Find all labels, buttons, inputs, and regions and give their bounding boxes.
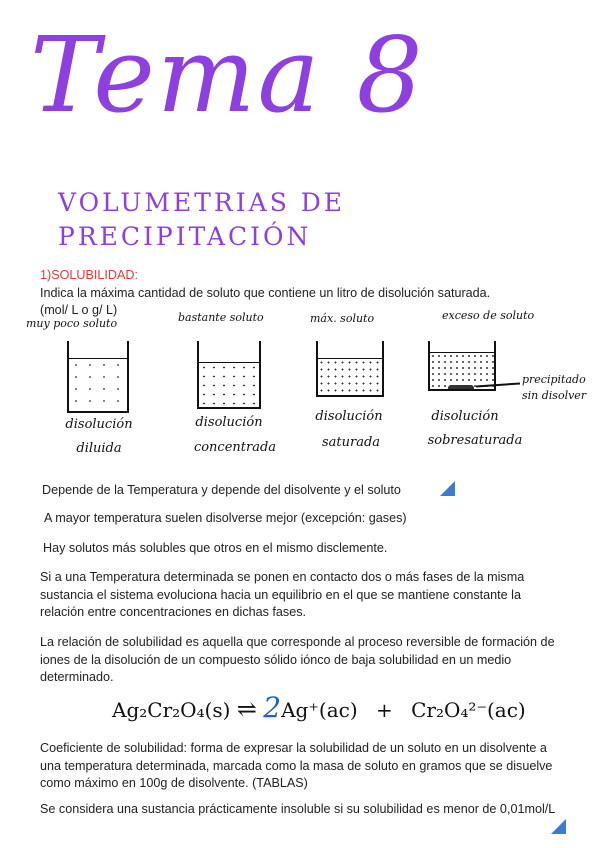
dissolution-equation [112, 688, 552, 728]
section-heading: 1)SOLUBILIDAD: [40, 268, 138, 282]
equation-plus: + [376, 698, 393, 722]
beaker-2-top-label: bastante soluto [178, 311, 264, 324]
note-solutes: Hay solutos más solubles que otros en el mismo disclemente. [43, 541, 388, 555]
beaker-2-label-1: disolución [195, 415, 263, 430]
page-corner-marker-bottom[interactable] [551, 819, 566, 834]
precipitate [448, 385, 474, 389]
note-relation: La relación de solubilidad es aquella que corresponde al proceso reversible de formación de iones de la disolución de un compuesto sólido iónco de baja solubilidad en un medio determinado. [40, 635, 555, 684]
beaker-3-top-label: máx. soluto [310, 312, 375, 325]
precipitate-label-1: precipitado [522, 373, 586, 386]
definition-line-2: (mol/ L o g/ L) [40, 303, 118, 317]
beaker-4-label-1: disolución [431, 409, 499, 424]
beaker-3-label-1: disolución [315, 409, 383, 424]
page-title: Tema 8 [30, 14, 425, 136]
liquid-supersaturated [430, 352, 494, 389]
note-temperature: Depende de la Temperatura y depende del disolvente y el soluto [42, 483, 401, 497]
liquid-diluted [69, 358, 127, 411]
note-insoluble: Se considera una sustancia prácticamente insoluble si su solubilidad es menor de 0,01mol/L [40, 802, 556, 816]
beaker-1-label-1: disolución [65, 417, 133, 432]
equation-coefficient: 2 [263, 691, 282, 724]
beaker-concentrated [197, 341, 261, 409]
equation-arrow: ⇌ [236, 695, 257, 723]
definition-line-1: Indica la máxima cantidad de soluto que contiene un litro de disolución saturada. [40, 286, 491, 300]
equation-product-1: Ag⁺(ac) [281, 698, 358, 722]
beaker-saturated [316, 341, 384, 397]
beaker-2-label-2: concentrada [193, 440, 277, 455]
page-subtitle: VOLUMETRIAS DE PRECIPITACIÓN [58, 188, 346, 251]
beaker-diluted [67, 341, 129, 413]
liquid-concentrated [199, 362, 259, 407]
beaker-4-top-label: exceso de soluto [442, 309, 535, 322]
beaker-1-top-label: muy poco soluto [26, 317, 118, 330]
note-coefficient: Coeficiente de solubilidad: forma de expresar la solubilidad de un soluto en un disolvente a una temperatura determinada, marcada como la masa de soluto en gramos que se disuelve como máximo en 100g de disolvente. (TABLAS) [40, 741, 553, 790]
page-corner-marker[interactable] [440, 481, 455, 496]
beaker-4-label-2: sobresaturada [427, 433, 523, 448]
note-higher-temp: A mayor temperatura suelen disolverse mejor (excepción: gases) [44, 511, 407, 525]
solution-types-diagram [0, 305, 600, 485]
beaker-3-label-2: saturada [321, 435, 381, 450]
equation-product-2: Cr₂O₄²⁻(ac) [411, 698, 526, 722]
liquid-saturated [318, 358, 382, 395]
beaker-supersaturated [428, 341, 496, 391]
note-equilibrium: Si a una Temperatura determinada se ponen en contacto dos o más fases de la misma sustancia el sistema evoluciona hacia un equilibrio en el que se mantiene constante la relación entre concentraciones en dichas fases. [40, 570, 525, 619]
beaker-1-label-2: diluida [76, 441, 122, 456]
equation-reactant: Ag₂Cr₂O₄(s) [112, 698, 231, 722]
precipitate-label-2: sin disolver [522, 389, 587, 402]
